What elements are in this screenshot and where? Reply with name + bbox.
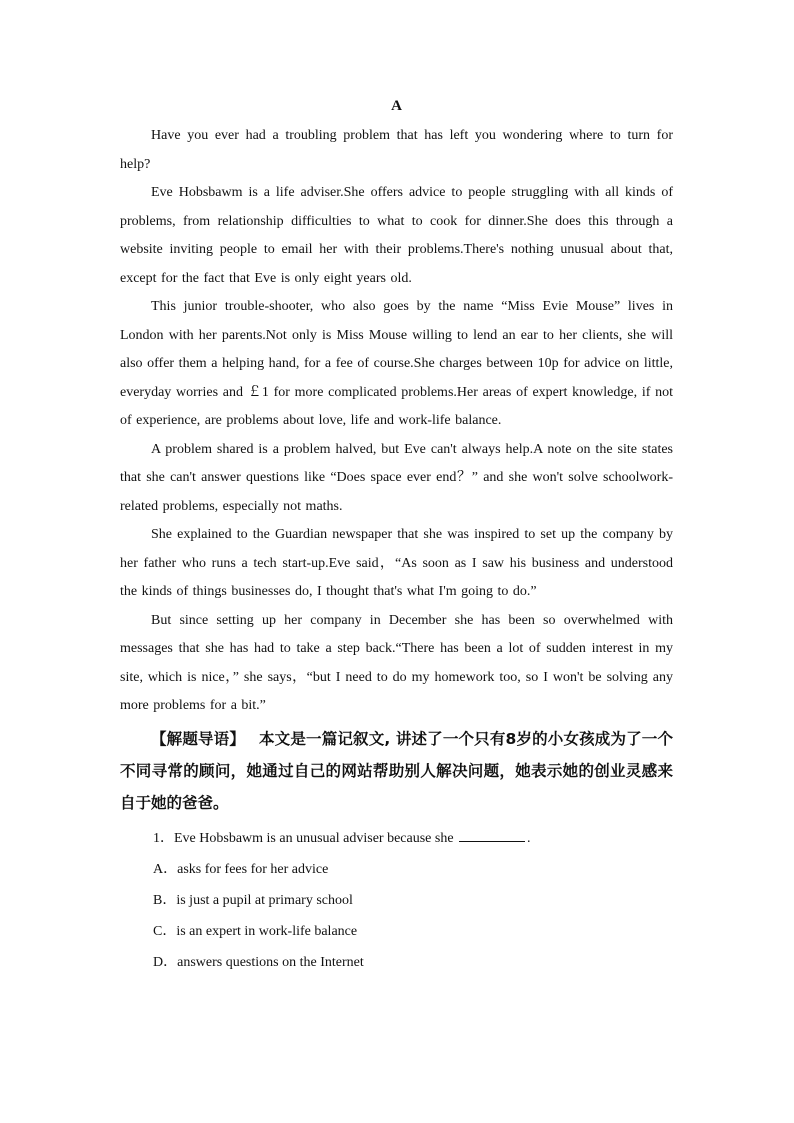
answer-blank <box>459 829 525 842</box>
passage-paragraph: She explained to the Guardian newspaper that she was inspired to set up the company by her father who runs a tech start-up.Eve said，“As soon as I saw his business and understood the kinds of things businesses do, I thought that's what I'm going to do.” <box>120 527 673 599</box>
option-d: D．answers questions on the Internet <box>153 954 364 970</box>
passage-paragraph: Have you ever had a troubling problem that has left you wondering where to turn for help? <box>120 128 673 172</box>
question-stem <box>120 823 673 854</box>
question-text: Eve Hobsbawm is an unusual adviser because she <box>174 830 458 846</box>
question-text-end: . <box>527 830 531 846</box>
option-b: B．is just a pupil at primary school <box>153 892 353 908</box>
passage-paragraph: But since setting up her company in December she has been so overwhelmed with messages that she has had to take a step back.“There has been a lot of sudden interest in my site, which is nice，” she says，“but I need to do my homework too, so I won't be solving any more problems for a bit.” <box>120 612 673 713</box>
option-a: A．asks for fees for her advice <box>153 861 329 877</box>
answer-guide-text: 本文是一篇记叙文, 讲述了一个只有8岁的小女孩成为了一个不同寻常的顾问，她通过自己的网站帮助别人解决问题，她表示她的创业灵感来自于她的爸爸。 <box>120 729 673 812</box>
passage-paragraph: A problem shared is a problem halved, but Eve can't always help.A note on the site states that she can't answer questions like “Does space ever end？” and she won't solve schoolwork-related problems, especially not maths. <box>120 441 673 514</box>
question-number: 1． <box>153 830 174 846</box>
answer-options <box>120 854 673 978</box>
passage-title: A <box>391 98 402 114</box>
passage-paragraph: This junior trouble-shooter, who also goes by the name “Miss Evie Mouse” lives in London with her parents.Not only is Miss Mouse willing to lend an ear to her clients, she will also offer them a helping hand, for a fee of course.She charges between 10p for advice on little, everyday worries and ￡1 for more complicated problems.Her areas of expert knowledge, if not of experience, are problems about love, life and work-life balance. <box>120 299 673 428</box>
document-page <box>120 96 673 978</box>
option-c: C．is an expert in work-life balance <box>153 923 358 939</box>
answer-guide-label: 【解题导语】 <box>151 729 246 748</box>
passage-paragraph: Eve Hobsbawm is a life adviser.She offers advice to people struggling with all kinds of problems, from relationship difficulties to what to cook for dinner.She does this through a website inviting people to email her with their problems.There's nothing unusual about that, except for the fact that Eve is only eight years old. <box>120 185 673 286</box>
answer-guide <box>120 723 673 819</box>
